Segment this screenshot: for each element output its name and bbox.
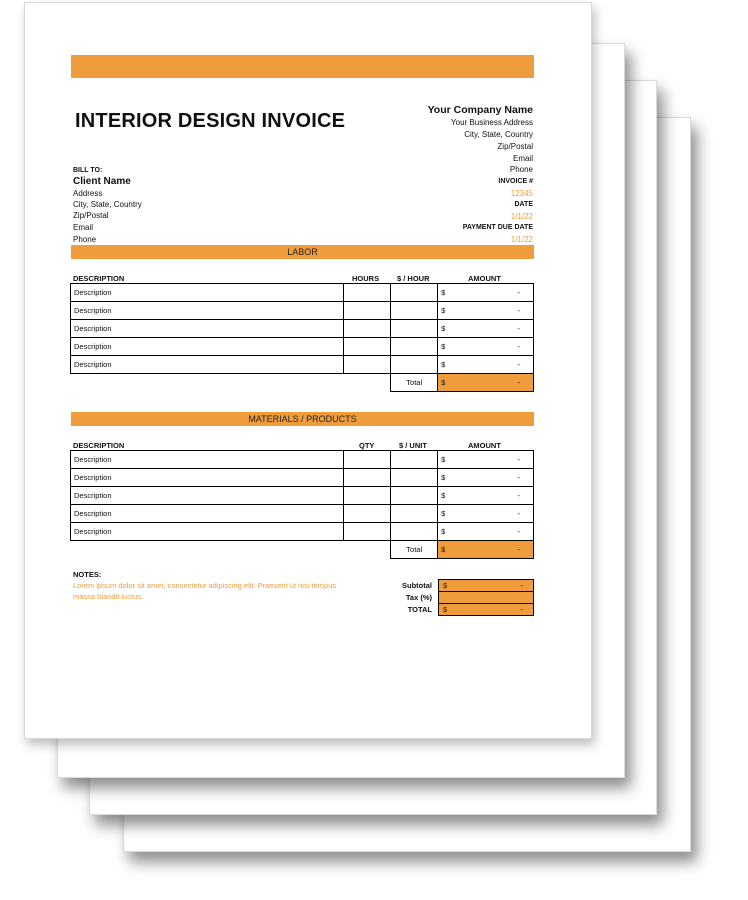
client-zip: Zip/Postal xyxy=(73,211,109,220)
invoice-number-value: 12345 xyxy=(510,189,533,198)
materials-section-bar: MATERIALS / PRODUCTS xyxy=(71,412,534,426)
currency-symbol: $ xyxy=(441,288,446,297)
materials-description-cell[interactable]: Description xyxy=(71,487,344,505)
materials-total-label: Total xyxy=(391,541,438,559)
table-row xyxy=(71,356,534,374)
company-name: Your Company Name xyxy=(427,104,533,116)
date-value: 1/1/22 xyxy=(510,212,533,221)
client-phone: Phone xyxy=(73,235,97,244)
grand-total-box xyxy=(438,603,534,616)
labor-hours-cell[interactable] xyxy=(344,320,391,338)
table-row xyxy=(71,451,534,469)
grand-total-label: TOTAL xyxy=(407,605,432,614)
table-row xyxy=(71,523,534,541)
currency-symbol: $ xyxy=(441,455,446,464)
materials-description-cell[interactable]: Description xyxy=(71,505,344,523)
labor-description-cell[interactable]: Description xyxy=(71,302,344,320)
bill-to-label: BILL TO: xyxy=(73,167,103,174)
company-address: Your Business Address xyxy=(451,118,533,127)
labor-rate-cell[interactable] xyxy=(391,302,438,320)
company-city: City, State, Country xyxy=(464,130,533,139)
materials-qty-cell[interactable] xyxy=(344,487,391,505)
table-row xyxy=(71,284,534,302)
materials-qty-cell[interactable] xyxy=(344,523,391,541)
currency-symbol: $ xyxy=(443,605,448,614)
due-date-value: 1/1/22 xyxy=(510,235,533,244)
table-row xyxy=(71,338,534,356)
invoice-page xyxy=(24,2,592,739)
materials-description-cell[interactable]: Description xyxy=(71,523,344,541)
materials-unit-cell[interactable] xyxy=(391,523,438,541)
total-value: - xyxy=(517,378,520,387)
currency-symbol: $ xyxy=(441,509,446,518)
materials-header-amount: AMOUNT xyxy=(468,441,501,450)
client-address: Address xyxy=(73,189,103,198)
materials-qty-cell[interactable] xyxy=(344,505,391,523)
labor-description-cell[interactable]: Description xyxy=(71,320,344,338)
currency-symbol: $ xyxy=(441,342,446,351)
amount-value: - xyxy=(517,324,520,333)
table-row xyxy=(71,302,534,320)
currency-symbol: $ xyxy=(441,306,446,315)
header-accent-bar xyxy=(71,55,534,78)
currency-symbol: $ xyxy=(441,378,446,387)
total-value: - xyxy=(517,545,520,554)
labor-total-cell xyxy=(438,374,534,392)
notes-text[interactable]: Lorem ipsum dolor sit amet, consectetur adipiscing elit. Praesent ut nisi tempus massa blandit luctus. xyxy=(73,581,337,601)
company-zip: Zip/Postal xyxy=(497,142,533,151)
subtotal-value: - xyxy=(520,581,523,590)
table-row-total xyxy=(71,541,534,559)
table-row xyxy=(71,320,534,338)
amount-value: - xyxy=(517,455,520,464)
subtotal-label: Subtotal xyxy=(402,581,432,590)
materials-amount-cell xyxy=(438,451,534,469)
labor-description-cell[interactable]: Description xyxy=(71,338,344,356)
materials-amount-cell xyxy=(438,487,534,505)
client-name: Client Name xyxy=(73,176,131,187)
labor-amount-cell xyxy=(438,356,534,374)
amount-value: - xyxy=(517,306,520,315)
tax-label: Tax (%) xyxy=(405,593,432,602)
labor-rate-cell[interactable] xyxy=(391,320,438,338)
labor-rate-cell[interactable] xyxy=(391,284,438,302)
labor-description-cell[interactable]: Description xyxy=(71,284,344,302)
materials-amount-cell xyxy=(438,523,534,541)
materials-qty-cell[interactable] xyxy=(344,451,391,469)
labor-amount-cell xyxy=(438,302,534,320)
labor-hours-cell[interactable] xyxy=(344,284,391,302)
grand-total-value: - xyxy=(520,605,523,614)
labor-rate-cell[interactable] xyxy=(391,356,438,374)
currency-symbol: $ xyxy=(443,581,448,590)
materials-description-cell[interactable]: Description xyxy=(71,469,344,487)
materials-table xyxy=(70,450,534,559)
materials-unit-cell[interactable] xyxy=(391,451,438,469)
labor-rate-cell[interactable] xyxy=(391,338,438,356)
labor-header-description: DESCRIPTION xyxy=(73,274,125,283)
amount-value: - xyxy=(517,288,520,297)
page-title: INTERIOR DESIGN INVOICE xyxy=(75,110,346,132)
table-row-total xyxy=(71,374,534,392)
company-email: Email xyxy=(512,154,533,163)
table-row xyxy=(71,487,534,505)
labor-table xyxy=(70,283,534,392)
currency-symbol: $ xyxy=(441,324,446,333)
date-label: DATE xyxy=(514,201,533,208)
labor-total-label: Total xyxy=(391,374,438,392)
client-city: City, State, Country xyxy=(73,200,142,209)
amount-value: - xyxy=(517,491,520,500)
materials-description-cell[interactable]: Description xyxy=(71,451,344,469)
materials-total-cell xyxy=(438,541,534,559)
labor-hours-cell[interactable] xyxy=(344,338,391,356)
client-email: Email xyxy=(73,223,94,232)
labor-header-amount: AMOUNT xyxy=(468,274,501,283)
labor-description-cell[interactable]: Description xyxy=(71,356,344,374)
amount-value: - xyxy=(517,360,520,369)
amount-value: - xyxy=(517,509,520,518)
materials-header-unit: $ / UNIT xyxy=(399,441,427,450)
due-date-label: PAYMENT DUE DATE xyxy=(462,224,533,231)
labor-amount-cell xyxy=(438,284,534,302)
materials-unit-cell[interactable] xyxy=(391,487,438,505)
notes-label: NOTES: xyxy=(73,570,102,579)
amount-value: - xyxy=(517,473,520,482)
materials-amount-cell xyxy=(438,505,534,523)
currency-symbol: $ xyxy=(441,545,446,554)
labor-header-hours: HOURS xyxy=(352,274,380,283)
labor-hours-cell[interactable] xyxy=(344,356,391,374)
labor-amount-cell xyxy=(438,320,534,338)
materials-amount-cell xyxy=(438,469,534,487)
materials-qty-cell[interactable] xyxy=(344,469,391,487)
amount-value: - xyxy=(517,527,520,536)
materials-unit-cell[interactable] xyxy=(391,469,438,487)
company-phone: Phone xyxy=(509,165,533,174)
labor-section-bar: LABOR xyxy=(71,245,534,259)
invoice-number-label: INVOICE # xyxy=(498,178,533,185)
table-row xyxy=(71,505,534,523)
table-row xyxy=(71,469,534,487)
materials-header-qty: QTY xyxy=(359,441,375,450)
currency-symbol: $ xyxy=(441,491,446,500)
labor-header-rate: $ / HOUR xyxy=(397,274,430,283)
amount-value: - xyxy=(517,342,520,351)
labor-amount-cell xyxy=(438,338,534,356)
currency-symbol: $ xyxy=(441,360,446,369)
currency-symbol: $ xyxy=(441,527,446,536)
currency-symbol: $ xyxy=(441,473,446,482)
materials-unit-cell[interactable] xyxy=(391,505,438,523)
labor-hours-cell[interactable] xyxy=(344,302,391,320)
materials-header-description: DESCRIPTION xyxy=(73,441,125,450)
